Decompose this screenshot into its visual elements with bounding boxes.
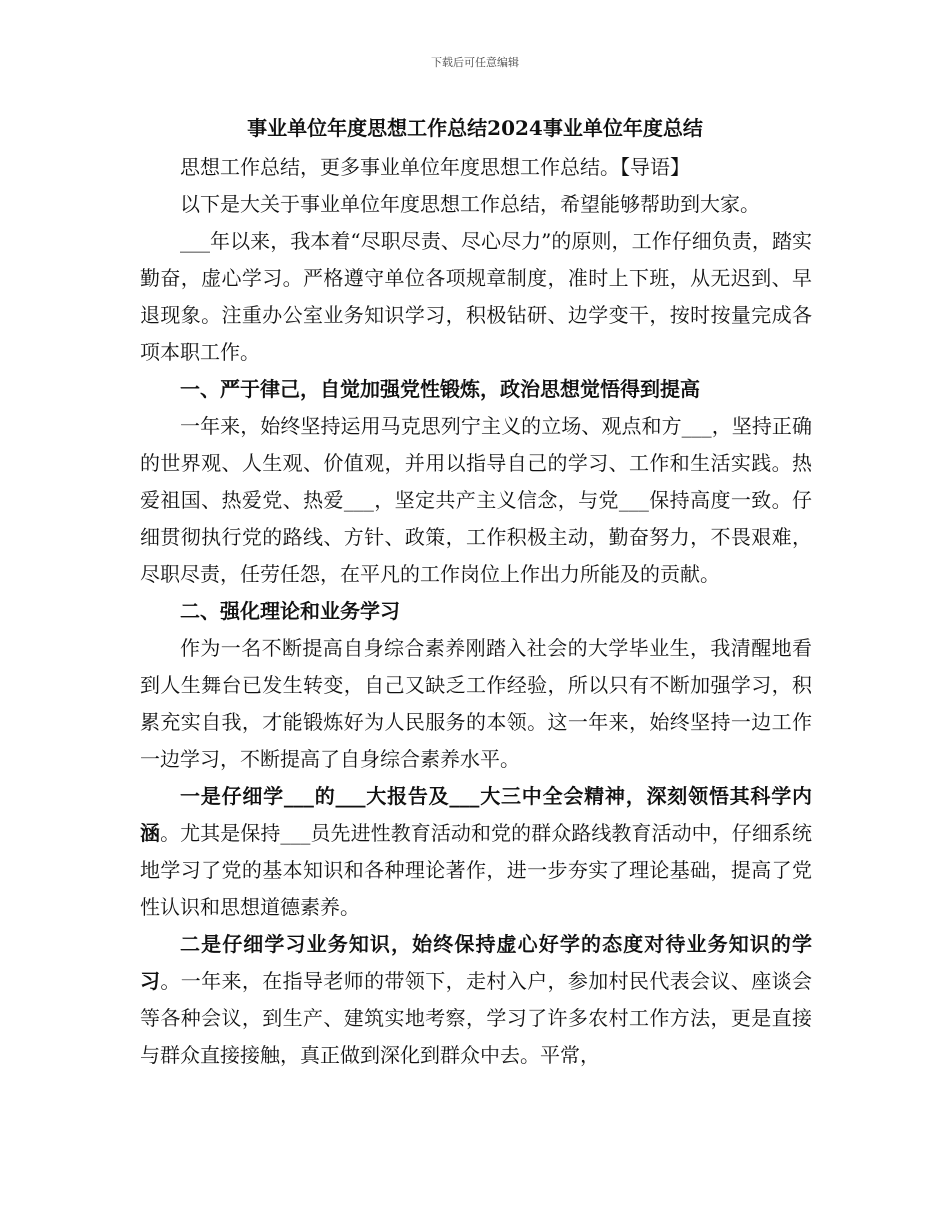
point-1-text: 。尤其是保持___员先进性教育活动和党的群众路线教育活动中，仔细系统地学习了党的基本知识和各种理论著作，进一步夯实了理论基础，提高了党性认识和思想道德素养。 [140,821,812,919]
paragraph-section-1: 一年来，始终坚持运用马克思列宁主义的立场、观点和方___，坚持正确的世界观、人生观、价值观，并用以指导自己的学习、工作和生活实践。热爱祖国、热爱党、热爱___，坚定共产主义信念，与党___保持高度一致。仔细贯彻执行党的路线、方针、政策，工作积极主动，勤奋努力，不畏艰难，尽职尽责，任劳任怨，在平凡的工作岗位上作出力所能及的贡献。 [140,414,812,586]
paragraph-intro: 思想工作总结，更多事业单位年度思想工作总结。【导语】 [180,155,690,179]
paragraph-overview: ___年以来，我本着“尽职尽责、尽心尽力”的原则，工作仔细负责，踏实勤奋，虚心学习。严格遵守单位各项规章制度，准时上下班，从无迟到、早退现象。注重办公室业务知识学习，积极钻研、边学变干，按时按量完成各项本职工作。 [140,229,812,364]
paragraph-point-2 [140,926,812,1074]
paragraph-section-2: 作为一名不断提高自身综合素养刚踏入社会的大学毕业生，我清醒地看到人生舞台已发生转变，自己又缺乏工作经验，所以只有不断加强学习，积累充实自我，才能锻炼好为人民服务的本领。这一年来，始终坚持一边工作一边学习，不断提高了自身综合素养水平。 [140,636,812,771]
section-heading-2: 二、强化理论和业务学习 [180,599,400,623]
point-2-text: 。一年来，在指导老师的带领下，走村入户，参加村民代表会议、座谈会等各种会议，到生产、建筑实地考察，学习了许多农村工作方法，更是直接与群众直接接触，真正做到深化到群众中去。平常， [140,969,812,1067]
paragraph-point-1 [140,778,812,926]
page-header: 下载后可任意编辑 [431,56,519,69]
section-heading-1: 一、严于律己，自觉加强党性锻炼，政治思想觉悟得到提高 [180,377,700,401]
document-body [140,149,812,1074]
paragraph-lead: 以下是大关于事业单位年度思想工作总结，希望能够帮助到大家。 [180,192,760,216]
point-2-lead: 二是仔细学习业务知识，始终保持虚心好学的态度对待业务知识的学习 [140,932,812,993]
document-title: 事业单位年度思想工作总结2024事业单位年度总结 [247,116,703,140]
point-1-lead: 一是仔细学___的___大报告及___大三中全会精神，深刻领悟其科学内涵 [140,784,812,845]
